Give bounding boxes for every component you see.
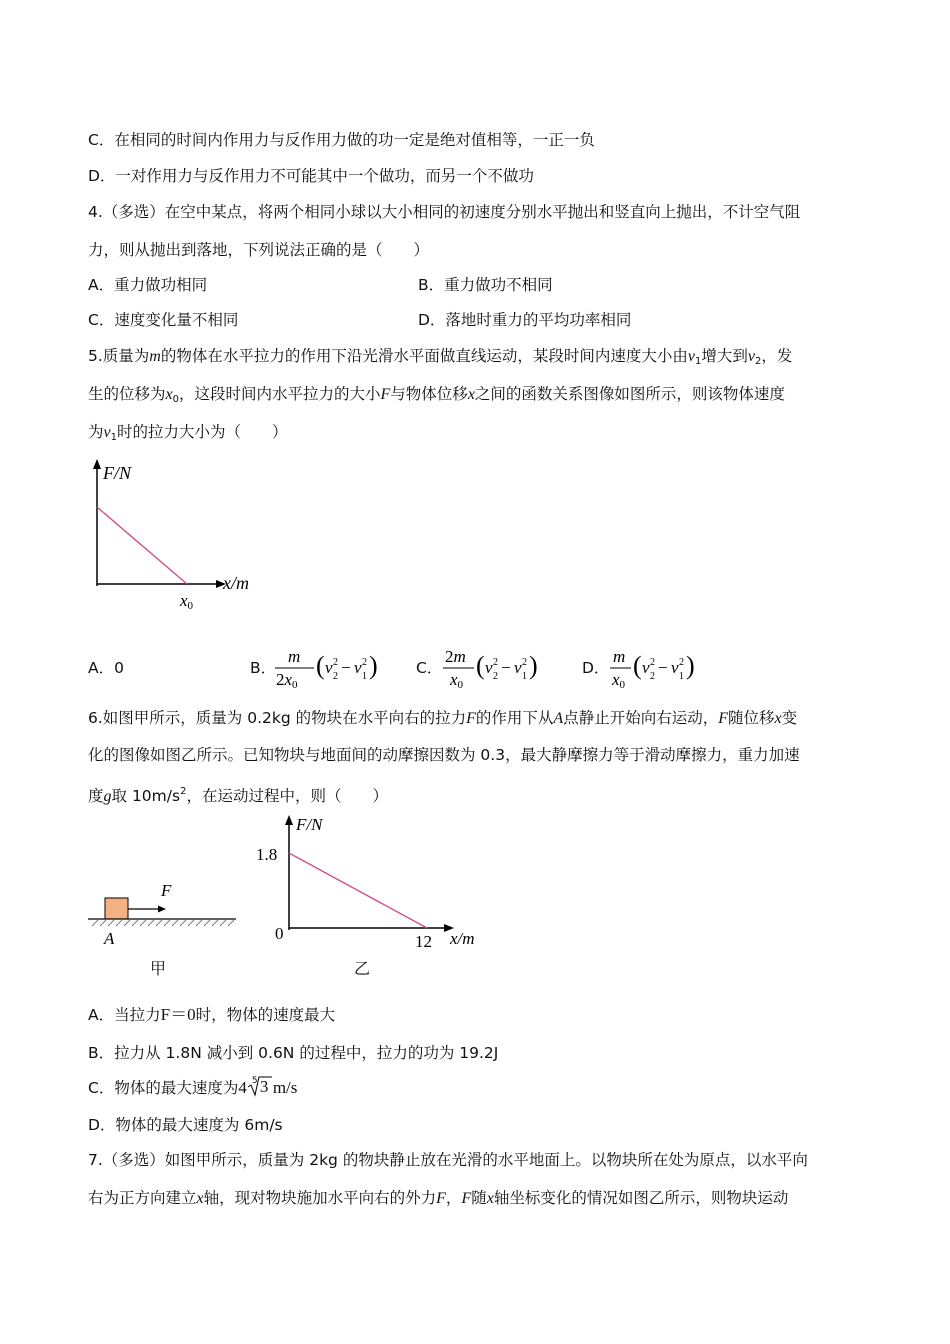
q6-option-a: A．当拉力F＝0时，物体的速度最大 [88, 1005, 336, 1024]
svg-text:1: 1 [362, 671, 367, 682]
svg-text:1: 1 [522, 671, 527, 682]
y-tick-1-8: 1.8 [256, 845, 278, 864]
svg-text:2x0: 2x0 [276, 670, 298, 691]
y-axis-label: F/N [103, 463, 132, 483]
q5-stem-line2: 生的位移为$x_0$，这段时间内水平拉力的大小F与物体位移x之间的函数关系图像如图所示，则该物体速度 [88, 385, 785, 405]
svg-text:x0: x0 [612, 670, 626, 691]
q6-stem-line2: 化的图像如图乙所示。已知物块与地面间的动摩擦因数为 0.3，最大静摩擦力等于滑动摩擦力，重力加速 [88, 746, 800, 764]
q5-option-c-formula [440, 645, 550, 691]
svg-text:(: ( [476, 651, 485, 680]
q4-option-d: D．落地时重力的平均功率相同 [418, 311, 632, 329]
svg-text:2: 2 [679, 657, 684, 668]
force-line [289, 853, 427, 928]
svg-text:2: 2 [493, 671, 498, 682]
q5-option-b-label: B． [250, 659, 277, 677]
q6-option-b: B．拉力从 1.8N 减小到 0.6N 的过程中，拉力的功为 19.2J [88, 1044, 499, 1062]
svg-text:2: 2 [333, 657, 338, 668]
svg-text:2: 2 [650, 657, 655, 668]
svg-text:v: v [325, 658, 333, 677]
svg-text:−: − [341, 658, 351, 677]
q6-option-d: D．物体的最大速度为 6m/s [88, 1116, 283, 1134]
svg-text:v: v [642, 658, 650, 677]
q5-stem-line1: 5.质量为m的物体在水平拉力的作用下沿光滑水平面做直线运动，某段时间内速度大小由$v_1$增大到$v_2$，发 [88, 347, 793, 367]
q3-option-c: C．在相同的时间内作用力与反作用力做的功一定是绝对值相等，一正一负 [88, 131, 595, 149]
q6-option-c: C．物体的最大速度为4 5 3 m/s [88, 1076, 298, 1097]
cube-root-sign: 5 3 [247, 1078, 273, 1096]
q6-stem-line1: 6.如图甲所示，质量为 0.2kg 的物块在水平向右的拉力F的作用下从A点静止开始向右运动，F随位移x变 [88, 709, 798, 727]
ground-hatching [92, 920, 234, 926]
svg-text:2: 2 [650, 671, 655, 682]
x-axis-label: x/m [450, 929, 475, 948]
svg-text:2: 2 [493, 657, 498, 668]
q5-option-d-label: D． [582, 659, 610, 677]
q5-option-a: A．0 [88, 659, 124, 677]
q6-caption-jia: 甲 [150, 959, 167, 978]
svg-text:(: ( [633, 651, 642, 680]
svg-text:−: − [658, 658, 668, 677]
svg-text:): ) [686, 651, 695, 680]
q5-option-d-formula [607, 645, 707, 691]
x-tick-x0: x0 [180, 591, 194, 612]
force-label: F [161, 881, 172, 900]
q5-force-position-graph [80, 455, 280, 615]
y-axis-label: F/N [296, 815, 323, 834]
y-axis-arrow [285, 815, 293, 825]
svg-text:m: m [288, 647, 301, 666]
q5-option-b-formula [272, 645, 382, 691]
q4-option-a: A．重力做功相同 [88, 276, 208, 294]
block [105, 898, 128, 919]
svg-text:): ) [369, 651, 378, 680]
svg-text:v: v [485, 658, 493, 677]
svg-text:v: v [514, 658, 522, 677]
origin-label: 0 [275, 924, 284, 943]
svg-text:2: 2 [362, 657, 367, 668]
x-axis-label: x/m [223, 573, 249, 593]
q7-stem-line2: 右为正方向建立x轴，现对物块施加水平向右的外力F，F随x轴坐标变化的情况如图乙所示，则物块运动 [88, 1189, 789, 1207]
svg-text:2: 2 [333, 671, 338, 682]
q3-option-d: D．一对作用力与反作用力不可能其中一个做功，而另一个不做功 [88, 167, 534, 185]
svg-text:m: m [613, 647, 626, 666]
q6-figure-yi-graph [250, 806, 490, 956]
svg-text:): ) [529, 651, 538, 680]
x-tick-12: 12 [415, 932, 432, 951]
svg-text:1: 1 [679, 671, 684, 682]
svg-text:x0: x0 [450, 670, 464, 691]
svg-text:−: − [501, 658, 511, 677]
q7-stem-line1: 7.（多选）如图甲所示，质量为 2kg 的物块静止放在光滑的水平地面上。以物块所在处为原点，以水平向 [88, 1151, 808, 1169]
y-axis-arrow [93, 459, 101, 469]
q4-option-b: B．重力做功不相同 [418, 276, 553, 294]
force-line [97, 507, 187, 584]
svg-text:v: v [354, 658, 362, 677]
q4-stem-line1: 4.（多选）在空中某点，将两个相同小球以大小相同的初速度分别水平抛出和竖直向上抛出，不计空气阻 [88, 203, 801, 221]
svg-text:2m: 2m [445, 647, 466, 666]
q4-stem-line2: 力，则从抛出到落地，下列说法正确的是（ ） [88, 241, 430, 259]
point-a-label: A [104, 929, 115, 948]
q6-caption-yi: 乙 [354, 959, 371, 978]
svg-text:v: v [671, 658, 679, 677]
q4-option-c: C．速度变化量不相同 [88, 311, 239, 329]
q6-stem-line3: 度g取 $10m/s^2$，在运动过程中，则（ ） [88, 786, 388, 805]
q5-option-c-label: C． [416, 659, 443, 677]
q5-stem-line3: 为$v_1$时的拉力大小为（ ） [88, 423, 288, 443]
svg-text:(: ( [316, 651, 325, 680]
svg-text:2: 2 [522, 657, 527, 668]
